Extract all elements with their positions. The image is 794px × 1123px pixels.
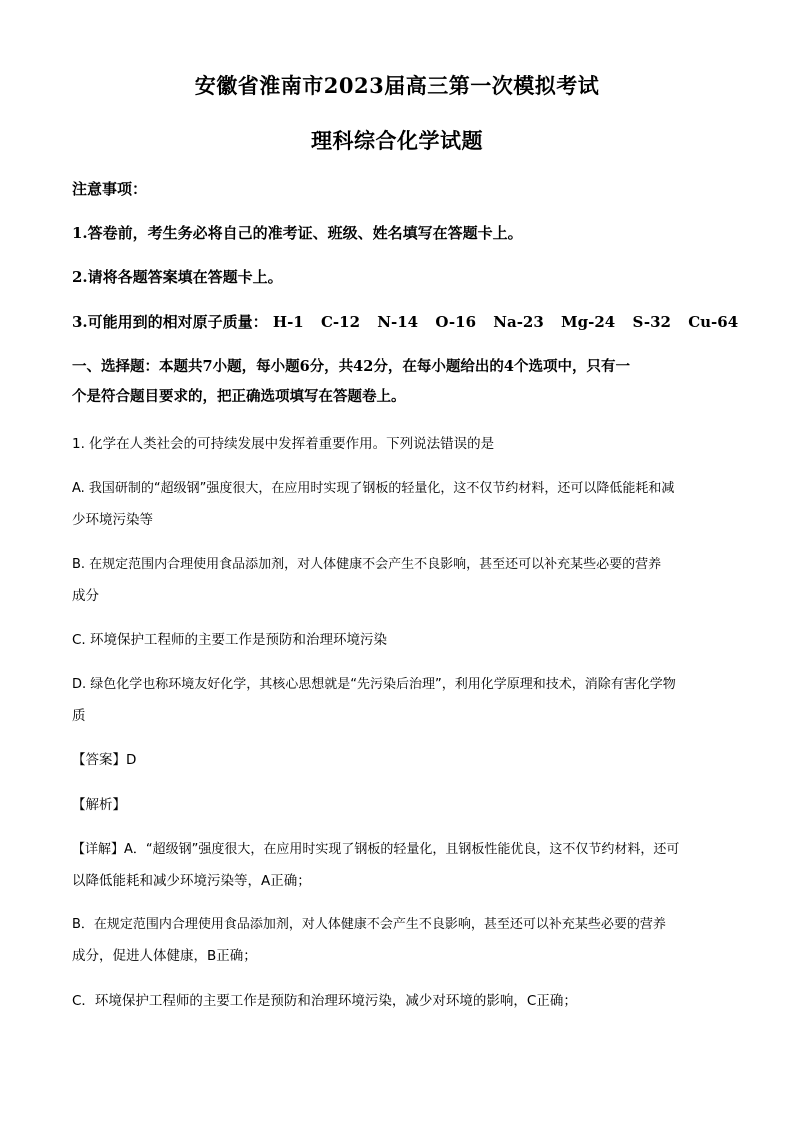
notes-heading: 注意事项： xyxy=(72,180,148,198)
question-stem: 1. 化学在人类社会的可持续发展中发挥着重要作用。下列说法错误的是 xyxy=(72,436,495,452)
option-b-line1: B. 在规定范围内合理使用食品添加剂，对人体健康不会产生不良影响，甚至还可以补充某些必要的营养 xyxy=(72,557,662,572)
notes-item-3 xyxy=(72,311,739,332)
atomic-mass: O-16 xyxy=(435,313,477,331)
atomic-mass-label: 3.可能用到的相对原子质量： xyxy=(72,313,268,331)
section-instructions-line1: 一、选择题：本题共7小题，每小题6分，共42分，在每小题给出的4个选项中，只有一 xyxy=(72,358,630,375)
exam-subtitle: 理科综合化学试题 xyxy=(311,128,483,153)
option-c: C. 环境保护工程师的主要工作是预防和治理环境污染 xyxy=(72,632,388,648)
atomic-mass: Na-23 xyxy=(493,313,544,331)
analysis-label: 【解析】 xyxy=(72,797,126,813)
atomic-mass: S-32 xyxy=(632,313,671,331)
detail-b-line1: B．在规定范围内合理使用食品添加剂，对人体健康不会产生不良影响，甚至还可以补充某些必要的营养 xyxy=(72,917,666,932)
detail-a-line1: 【详解】A．“超级钢”强度很大，在应用时实现了钢板的轻量化，且钢板性能优良，这不仅节约材料，还可 xyxy=(72,842,680,857)
detail-b-line2: 成分，促进人体健康，B正确； xyxy=(72,948,257,964)
atomic-mass: Cu-64 xyxy=(688,313,739,331)
section-instructions-line2: 个是符合题目要求的，把正确选项填写在答题卷上。 xyxy=(72,388,406,405)
atomic-mass: Mg-24 xyxy=(561,313,616,331)
option-a-line2: 少环境污染等 xyxy=(72,512,153,528)
answer-label: 【答案】D xyxy=(72,752,137,768)
atomic-mass: H-1 xyxy=(272,313,304,331)
atomic-mass: C-12 xyxy=(320,313,361,331)
detail-a-line2: 以降低能耗和减少环境污染等，A正确； xyxy=(72,873,311,889)
option-d-line1: D. 绿色化学也称环境友好化学，其核心思想就是“先污染后治理”，利用化学原理和技术，消除有害化学物 xyxy=(72,677,676,692)
notes-item-2: 2.请将各题答案填在答题卡上。 xyxy=(72,268,283,286)
option-a-line1: A. 我国研制的“超级钢”强度很大，在应用时实现了钢板的轻量化，这不仅节约材料，还可以降低能耗和减 xyxy=(72,481,675,496)
notes-item-1: 1.答卷前，考生务必将自己的准考证、班级、姓名填写在答题卡上。 xyxy=(72,224,523,242)
atomic-mass: N-14 xyxy=(377,313,419,331)
option-b-line2: 成分 xyxy=(72,588,99,604)
option-d-line2: 质 xyxy=(72,708,86,724)
detail-c: C．环境保护工程师的主要工作是预防和治理环境污染，减少对环境的影响，C正确； xyxy=(72,993,577,1009)
exam-title: 安徽省淮南市2023届高三第一次模拟考试 xyxy=(194,73,600,98)
